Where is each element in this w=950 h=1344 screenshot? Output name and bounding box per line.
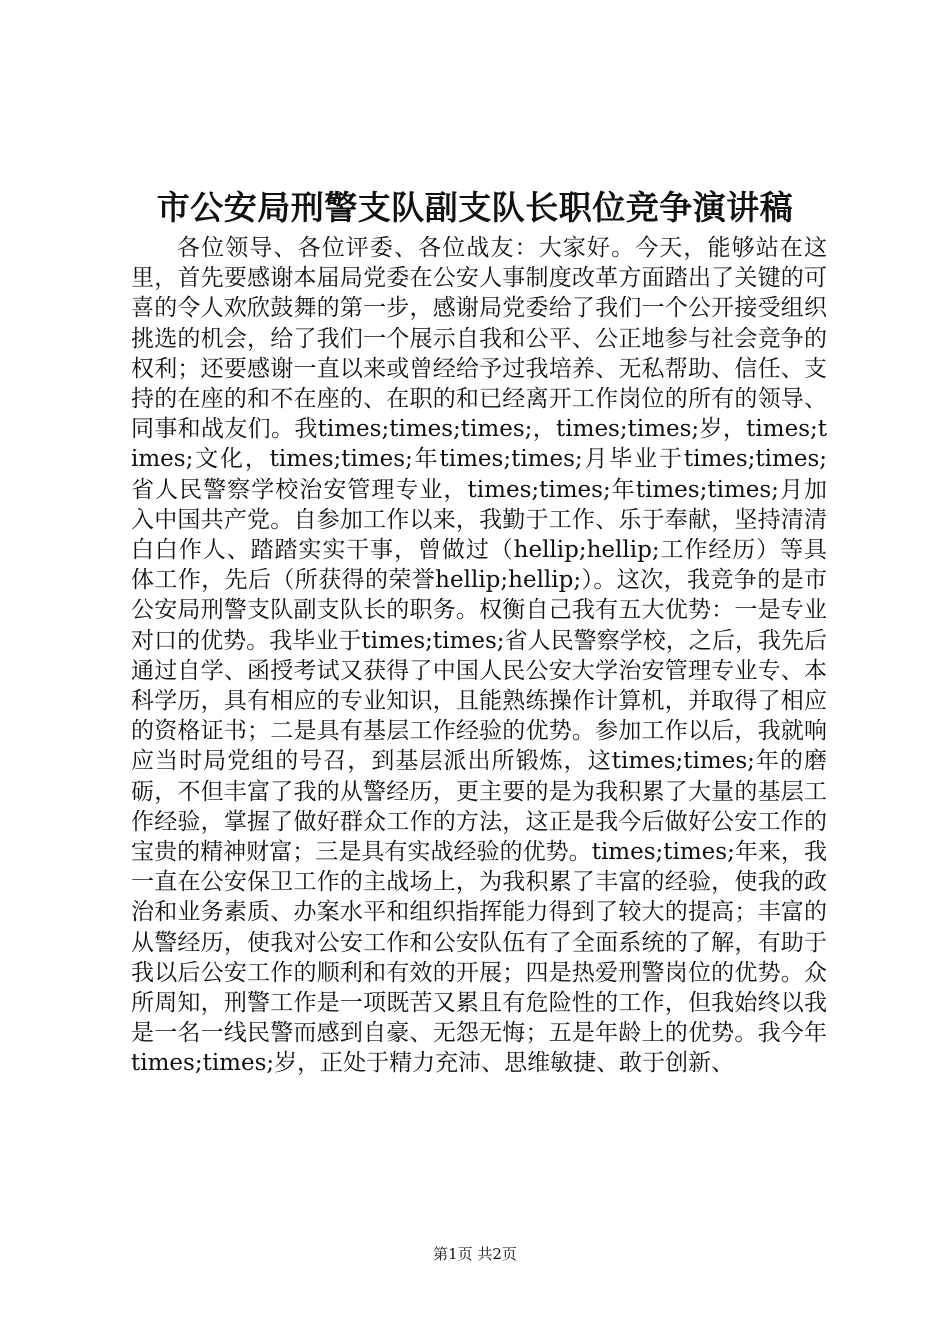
document-body-paragraph: 各位领导、各位评委、各位战友：大家好。今天，能够站在这里，首先要感谢本届局党委在公安人事制度改革方面踏出了关键的可喜的令人欢欣鼓舞的第一步，感谢局党委给了我们一个公开接受组织挑选的机会，给了我们一个展示自我和公平、公正地参与社会竞争的权利；还要感谢一直以来或曾经给予过我培养、无私帮助、信任、支持的在座的和不在座的、在职的和已经离开工作岗位的所有的领导、同事和战友们。我times;times;times;，times;times;岁，times;times;文化，times;times;年times;times;月毕业于times;times;省人民警察学校治安管理专业，times;times;年times;times;月加入中国共产党。自参加工作以来，我勤于工作、乐于奉献，坚持清清白白作人、踏踏实实干事，曾做过（hellip;hellip;工作经历）等具体工作，先后（所获得的荣誉hellip;hellip;）。这次，我竞争的是市公安局刑警支队副支队长的职务。权衡自己我有五大优势：一是专业对口的优势。我毕业于times;times;省人民警察学校，之后，我先后通过自学、函授考试又获得了中国人民公安大学治安管理专业专、本科学历，具有相应的专业知识，且能熟练操作计算机，并取得了相应的资格证书；二是具有基层工作经验的优势。参加工作以后，我就响应当时局党组的号召，到基层派出所锻炼，这times;times;年的磨砺，不但丰富了我的从警经历，更主要的是为我积累了大量的基层工作经验，掌握了做好群众工作的方法，这正是我今后做好公安工作的宝贵的精神财富；三是具有实战经验的优势。times;times;年来，我一直在公安保卫工作的主战场上，为我积累了丰富的经验，使我的政治和业务素质、办案水平和组织指挥能力得到了较大的提高；丰富的从警经历，使我对公安工作和公安队伍有了全面系统的了解，有助于我以后公安工作的顺利和有效的开展；四是热爱刑警岗位的优势。众所周知，刑警工作是一项既苦又累且有危险性的工作，但我始终以我是一名一线民警而感到自豪、无怨无悔；五是年龄上的优势。我今年times;times;岁，正处于精力充沛、思维敏捷、敢于创新、: [131, 235, 827, 1077]
document-title: 市公安局刑警支队副支队长职位竞争演讲稿: [156, 188, 794, 227]
page-number-footer: 第1页 共2页: [433, 1245, 517, 1263]
